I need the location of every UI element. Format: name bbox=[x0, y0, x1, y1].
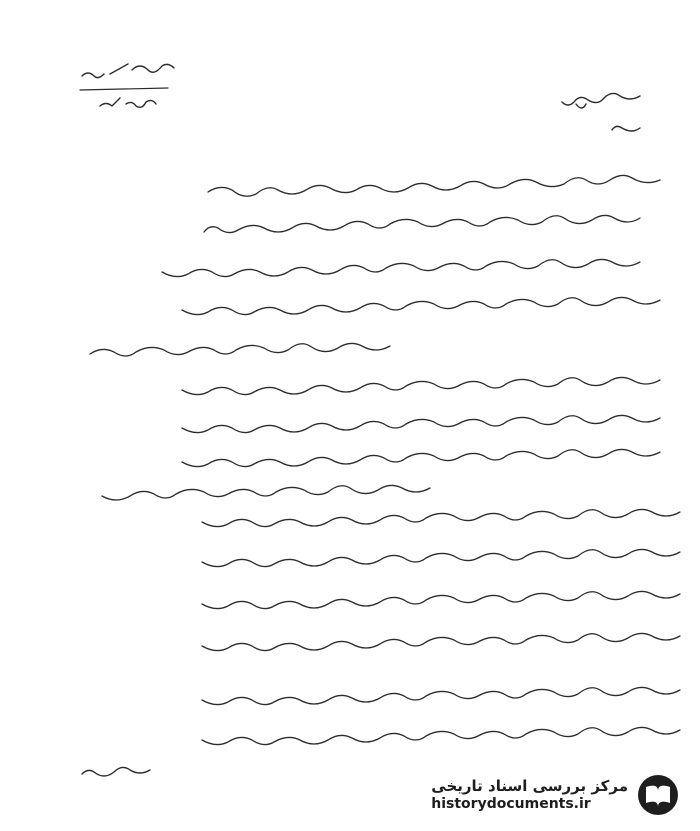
book-logo-icon bbox=[636, 773, 680, 817]
reference-number bbox=[80, 64, 174, 107]
body-text bbox=[90, 175, 680, 744]
signature bbox=[82, 767, 150, 776]
archive-url: historydocuments.ir bbox=[431, 796, 591, 812]
salutation bbox=[562, 93, 640, 131]
archive-watermark bbox=[431, 773, 680, 817]
archive-name: مرکز بررسی اسناد تاریخی bbox=[431, 777, 628, 795]
